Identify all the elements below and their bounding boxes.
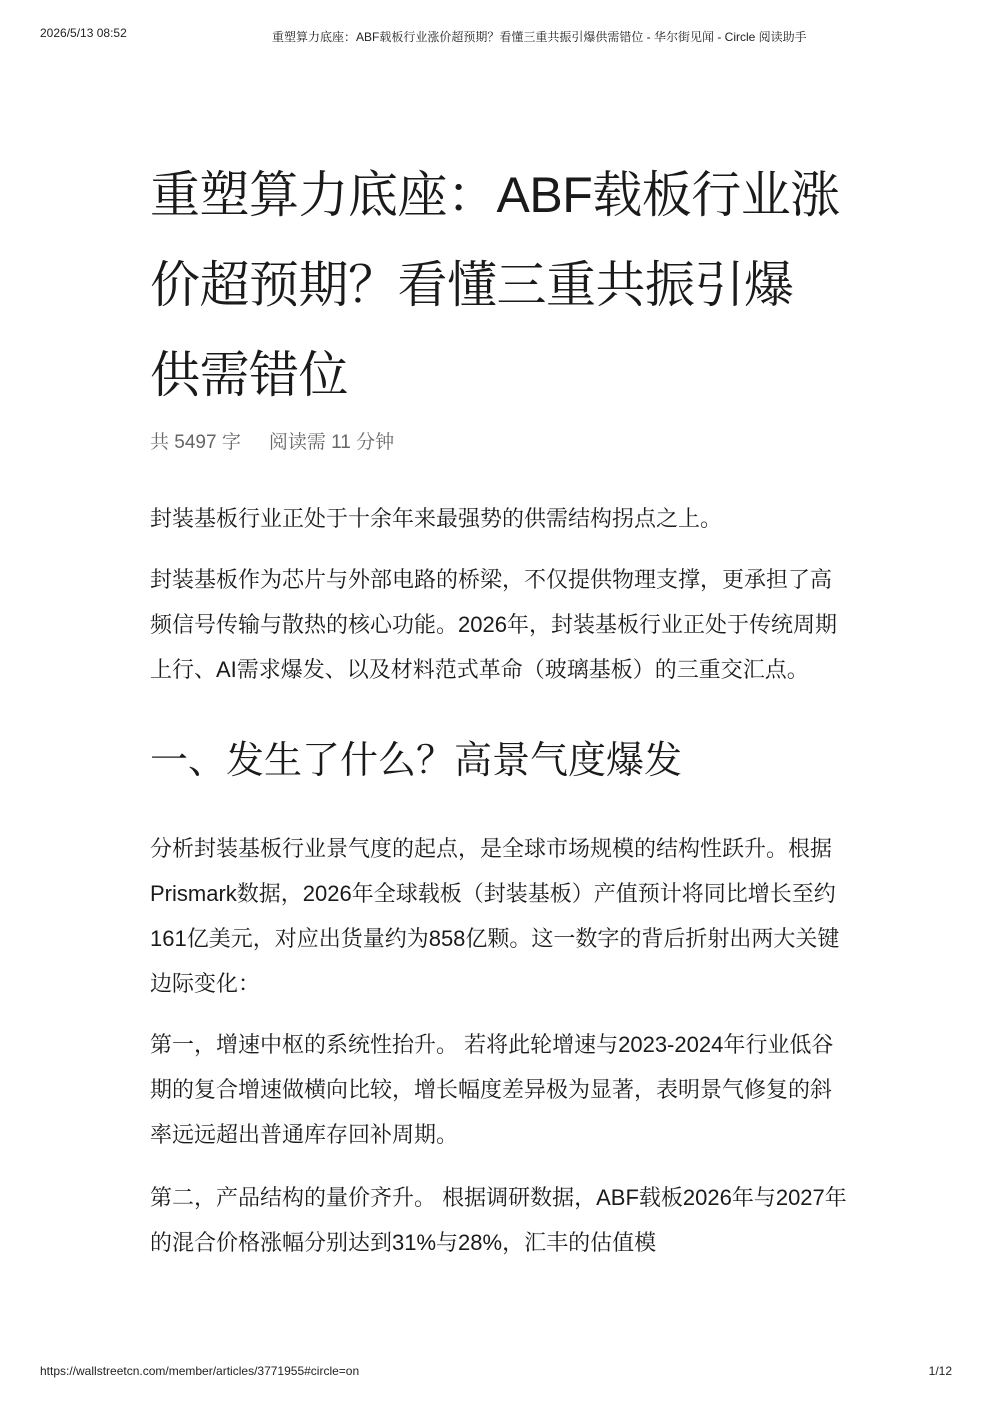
article-title-line: 重塑算力底座：ABF载板行业涨 — [150, 167, 840, 223]
body-paragraph: 封装基板作为芯片与外部电路的桥梁，不仅提供物理支撑，更承担了高频信号传输与散热的核心功能。2026年，封装基板行业正处于传统周期上行、AI需求爆发、以及材料范式革命（玻璃基板）的三重交汇点。 — [150, 567, 837, 682]
print-document-title: 重塑算力底座：ABF载板行业涨价超预期？看懂三重共振引爆供需错位 - 华尔街见闻 - Circle 阅读助手 — [272, 30, 807, 44]
page-number: 1/12 — [928, 1364, 952, 1378]
article-title-line: 供需错位 — [150, 347, 348, 403]
section-heading: 一、发生了什么？高景气度爆发 — [150, 740, 683, 782]
read-time: 阅读需 11 分钟 — [268, 432, 395, 453]
print-datetime: 2026/5/13 08:52 — [40, 26, 127, 40]
article-title — [150, 150, 850, 420]
body-paragraph: 第一，增速中枢的系统性抬升。 若将此轮增速与2023-2024年行业低谷期的复合增速做横向比较，增长幅度差异极为显著，表明景气修复的斜率远远超出普通库存回补周期。 — [150, 1032, 834, 1147]
body-paragraph: 第二，产品结构的量价齐升。 根据调研数据，ABF载板2026年与2027年的混合价格涨幅分别达到31%与28%，汇丰的估值模 — [150, 1185, 847, 1255]
article-meta — [150, 428, 850, 458]
page-url: https://wallstreetcn.com/member/articles/3771955#circle=on — [40, 1364, 360, 1378]
body-paragraph: 分析封装基板行业景气度的起点，是全球市场规模的结构性跃升。根据Prismark数据，2026年全球载板（封装基板）产值预计将同比增长至约161亿美元，对应出货量约为858亿颗。这一数字的背后折射出两大关键边际变化： — [150, 836, 840, 996]
article-title-line: 价超预期？看懂三重共振引爆 — [150, 257, 794, 313]
intro-paragraph: 封装基板行业正处于十余年来最强势的供需结构拐点之上。 — [150, 506, 723, 531]
print-header — [0, 26, 992, 42]
word-count: 共 5497 字 — [150, 432, 241, 453]
article — [150, 150, 850, 1265]
